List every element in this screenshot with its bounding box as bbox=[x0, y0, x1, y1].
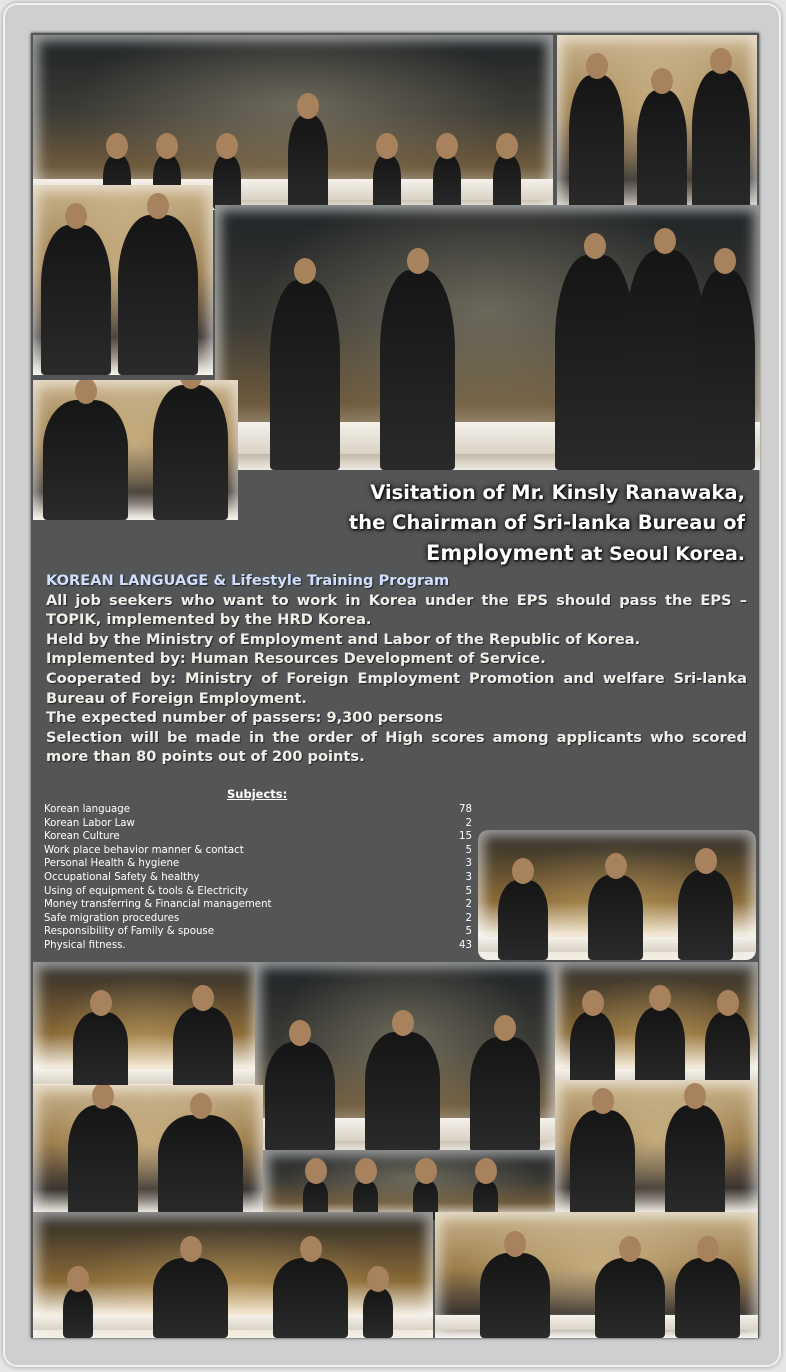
title-line-3 bbox=[60, 538, 745, 569]
title-line-2: the Chairman of Sri-lanka Bureau of bbox=[348, 511, 745, 534]
title-line-1: Visitation of Mr. Kinsly Ranawaka, bbox=[370, 481, 745, 504]
subject-name: Korean Culture bbox=[44, 831, 120, 843]
subject-points: 5 bbox=[465, 926, 472, 938]
subjects-list bbox=[44, 803, 472, 953]
subject-name: Personal Health & hygiene bbox=[44, 858, 180, 870]
subject-row bbox=[44, 885, 472, 899]
photo-dinner-conversation bbox=[255, 962, 555, 1152]
subject-points: 5 bbox=[465, 844, 472, 856]
subject-points: 5 bbox=[465, 885, 472, 897]
program-description bbox=[46, 571, 747, 767]
subject-points: 15 bbox=[459, 831, 472, 843]
subject-name: Using of equipment & tools & Electricity bbox=[44, 885, 248, 897]
photo-two-guests bbox=[33, 1085, 263, 1215]
program-paragraph: All job seekers who want to work in Korea under the EPS should pass the EPS –TOPIK, implemented by the HRD Korea. bbox=[46, 591, 747, 629]
subject-row bbox=[44, 817, 472, 831]
subject-points: 3 bbox=[465, 858, 472, 870]
subject-name: Money transferring & Financial management bbox=[44, 899, 272, 911]
subject-points: 2 bbox=[465, 899, 472, 911]
program-paragraph: Cooperated by: Ministry of Foreign Employment Promotion and welfare Sri-lanka Bureau of Foreign Employment. bbox=[46, 669, 747, 707]
photo-two-men-toast bbox=[33, 185, 213, 375]
subject-name: Occupational Safety & healthy bbox=[44, 871, 200, 883]
subject-row bbox=[44, 939, 472, 953]
subject-points: 43 bbox=[459, 939, 472, 951]
subject-row bbox=[44, 871, 472, 885]
subject-points: 78 bbox=[459, 804, 472, 815]
photo-reception-crowd bbox=[263, 1150, 563, 1220]
photo-dinner-table-right bbox=[555, 962, 758, 1092]
title-line-3-main: Employment bbox=[425, 541, 574, 565]
subject-row bbox=[44, 898, 472, 912]
subject-row bbox=[44, 912, 472, 926]
photo-seated-three bbox=[478, 830, 756, 960]
subject-name: Korean language bbox=[44, 804, 131, 815]
program-paragraph: The expected number of passers: 9,300 persons bbox=[46, 709, 444, 727]
photo-dinner-table-left bbox=[33, 962, 258, 1092]
photo-photographer bbox=[555, 1080, 758, 1215]
photo-banquet-bottom-left bbox=[33, 1212, 433, 1338]
subject-row bbox=[44, 857, 472, 871]
subject-points: 2 bbox=[465, 912, 472, 924]
subject-points: 2 bbox=[465, 817, 472, 829]
subject-name: Responsibility of Family & spouse bbox=[44, 926, 215, 938]
subject-row bbox=[44, 830, 472, 844]
program-paragraph: Implemented by: Human Resources Development of Service. bbox=[46, 650, 546, 668]
photo-banquet-hall bbox=[33, 35, 553, 210]
page-title bbox=[60, 478, 745, 569]
program-heading: KOREAN LANGUAGE & Lifestyle Training Program bbox=[46, 572, 450, 589]
subject-name: Korean Labor Law bbox=[44, 817, 135, 829]
subject-name: Physical fitness. bbox=[44, 939, 126, 951]
photo-banquet-bottom-right bbox=[435, 1212, 758, 1338]
subject-row bbox=[44, 925, 472, 939]
photo-three-men bbox=[557, 35, 757, 215]
title-line-3-tail: at Seoul Korea. bbox=[580, 543, 745, 565]
subject-row bbox=[44, 844, 472, 858]
program-paragraph: Selection will be made in the order of High scores among applicants who scored more than 80 points out of 200 points. bbox=[46, 728, 747, 766]
subject-points: 3 bbox=[465, 871, 472, 883]
subject-row bbox=[44, 803, 472, 817]
subject-name: Safe migration procedures bbox=[44, 912, 180, 924]
photo-standing-applause bbox=[215, 205, 760, 470]
subject-name: Work place behavior manner & contact bbox=[44, 844, 244, 856]
subjects-title: Subjects: bbox=[227, 787, 288, 801]
program-paragraph: Held by the Ministry of Employment and Labor of the Republic of Korea. bbox=[46, 630, 641, 648]
